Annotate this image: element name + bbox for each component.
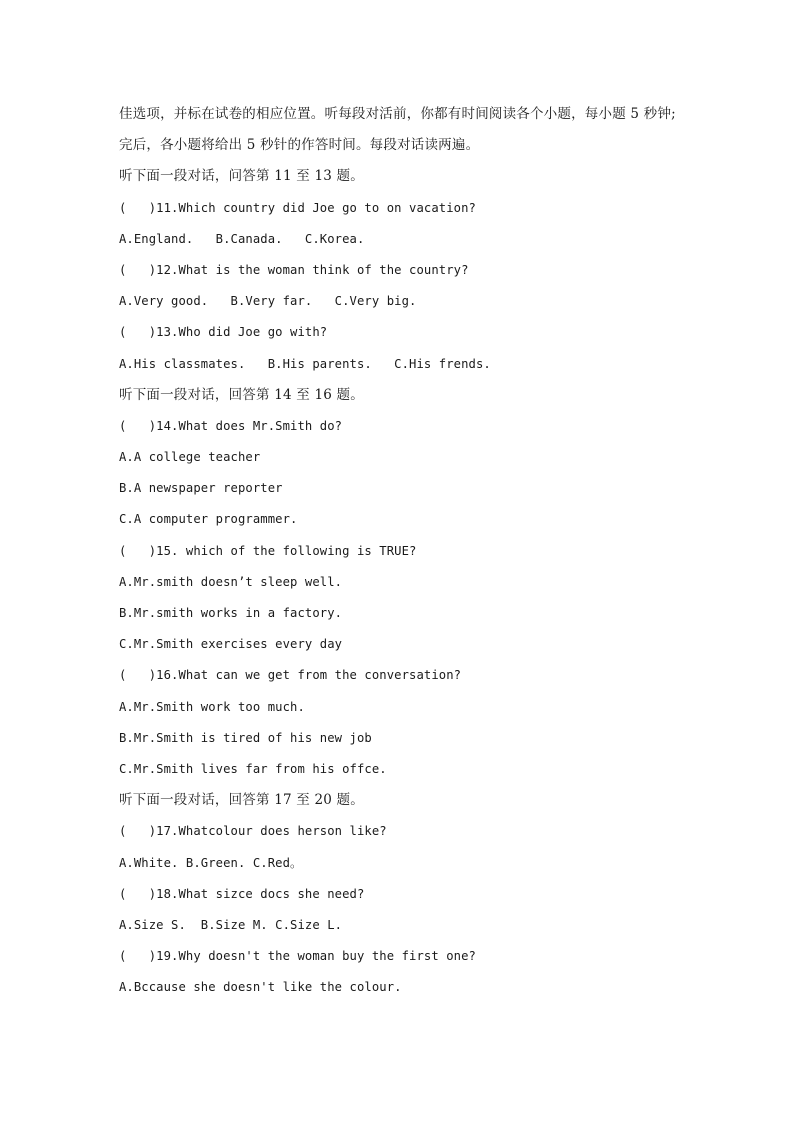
question-stem: ( )16.What can we get from the conversation? [119,668,462,683]
question-options: A.Size S. B.Size M. C.Size L. [119,917,343,932]
question-stem: ( )15. which of the following is TRUE? [119,543,417,558]
intro-line: 完后，各小题将给出 5 秒针的作答时间。每段对话读两遍。 [119,137,480,154]
question-stem: ( )14.What does Mr.Smith do? [119,418,343,433]
question-stem: ( )18.What sizce docs she need? [119,886,365,901]
question-option: A.Bccause she doesn't like the colour. [119,980,402,995]
question-option: C.A computer programmer. [119,512,298,527]
question-options: A.White. B.Green. C.Red。 [119,855,303,870]
question-stem: ( )11.Which country did Joe go to on vacation? [119,200,476,215]
question-options: A.Very good. B.Very far. C.Very big. [119,294,417,309]
question-option: B.A newspaper reporter [119,481,283,496]
intro-line: 佳选项，并标在试卷的相应位置。听每段对活前，你都有时间阅读各个小题，每小题 5 秒钟; [119,106,676,122]
page-content [119,99,719,1003]
question-option: B.Mr.smith works in a factory. [119,606,343,620]
question-options: A.England. B.Canada. C.Korea. [119,231,365,246]
question-option: A.A college teacher [119,450,261,465]
question-stem: ( )12.What is the woman think of the country? [119,262,469,277]
question-options: A.His classmates. B.His parents. C.His frends. [119,356,491,371]
section-instruction: 听下面一段对话，回答第 14 至 16 题。 [119,386,364,403]
question-option: C.Mr.Smith lives far from his offce. [119,761,387,776]
question-stem: ( )17.Whatcolour does herson like? [119,824,387,839]
section-instruction: 听下面一段对话，问答第 11 至 13 题。 [119,168,364,185]
section-instruction: 听下面一段对话，回答第 17 至 20 题。 [119,792,364,809]
question-option: A.Mr.smith doesn’t sleep well. [119,574,343,589]
question-option: A.Mr.Smith work too much. [119,699,305,714]
question-stem: ( )19.Why doesn't the woman buy the first one? [119,949,476,964]
question-option: C.Mr.Smith exercises every day [119,637,343,652]
question-option: B.Mr.Smith is tired of his new job [119,730,372,745]
question-stem: ( )13.Who did Joe go with? [119,325,328,340]
